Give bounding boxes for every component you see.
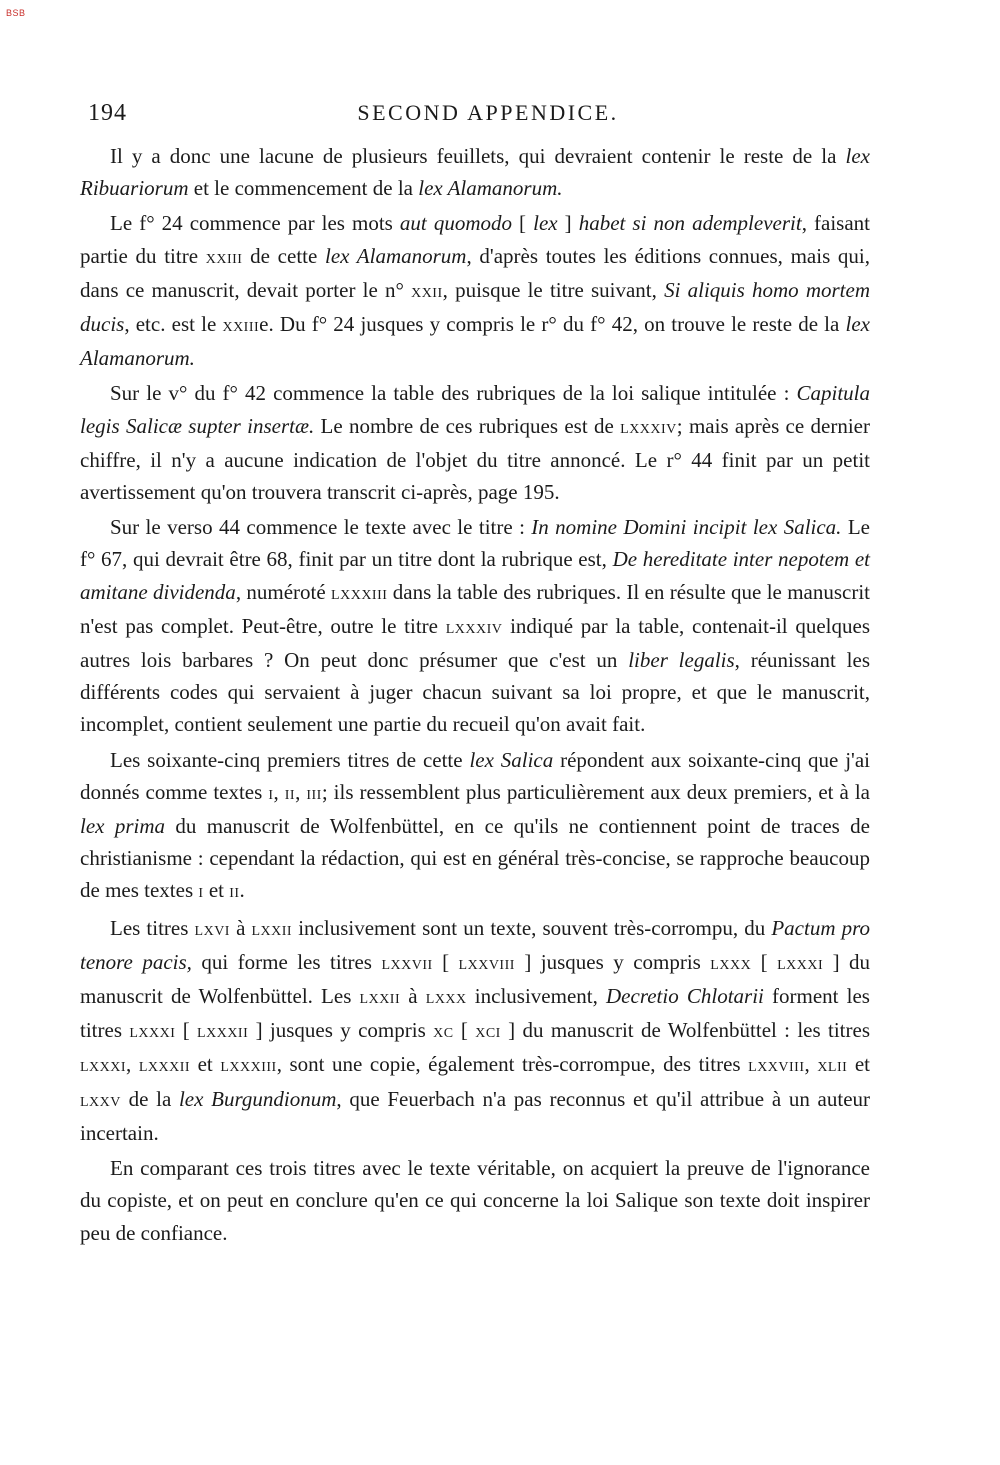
text-run: qui forme les titres [191,949,382,974]
text-run: inclusivement, [466,984,607,1009]
text-run: ; ils ressemblent plus particulièrement aux deux premiers, et à la [321,779,871,804]
smallcaps-run: xci [475,1021,501,1043]
smallcaps-run: lxxvii [381,952,433,974]
text-run: inclusivement sont un texte, souvent très-corrompu, du [292,915,772,940]
italic-run: lex [533,211,558,236]
smallcaps-run: lxxxi [129,1021,176,1043]
text-run: et [203,878,230,903]
text-run: ] jusques y compris [514,949,711,974]
smallcaps-run: lxxxiv [620,416,677,438]
paragraph-6 [80,912,870,1149]
body-text [80,140,870,1249]
text-run: Le f° 67, qui devrait être 68, finit par un titre dont la rubrique est, [80,515,870,572]
smallcaps-run: lxxxi [80,1055,127,1077]
text-run: ; mais après ce dernier chiffre, il n'y a aucune indication de l'objet du titre annoncé. Le r° 44 finit par un petit avertissement qu'on trouvera transcrit ci-après, page 195. [80,413,870,505]
italic-run: lex Alamanorum. [418,176,563,201]
text-run: [ [432,949,459,974]
text-run: , etc. est le [124,312,223,337]
text-run: et [190,1052,221,1077]
smallcaps-run: lxxxiii [331,582,388,604]
italic-run: In nomine Domini incipit lex Salica. [531,515,842,540]
paragraph-2 [80,207,870,374]
smallcaps-run: lxxxii [138,1055,191,1077]
text-run: Sur le verso 44 commence le texte avec le titre : [110,515,532,540]
text-run: de cette [242,243,326,268]
italic-run: De hereditate inter nepotem et amitane dividenda [80,547,870,604]
italic-run: liber legalis [628,648,735,673]
italic-run: lex prima [80,814,166,839]
smallcaps-run: xxiii [222,315,260,337]
text-run: ] du manuscrit de Wolfenbüttel : les titres [500,1018,870,1043]
paragraph-5 [80,744,870,909]
smallcaps-run: iii [306,782,322,804]
italic-run: lex Alamanorum. [80,312,870,371]
smallcaps-run: lxxii [251,918,293,940]
smallcaps-run: xxiii [205,246,243,268]
page-header [88,100,874,136]
running-title: SECOND APPENDICE. [357,100,619,125]
text-run: [ [511,211,534,236]
text-run: ] jusques y compris [248,1018,434,1043]
text-run: [ [751,949,778,974]
smallcaps-run: lxxxi [777,952,824,974]
smallcaps-run: lxvi [194,918,230,940]
text-run: du manuscrit de Wolfenbüttel, en ce qu'ils ne contiennent point de traces de christianisme : cependant la rédaction, qui est en général très-concise, se rapproche beaucoup de mes textes [80,814,870,903]
smallcaps-run: lxxxii [197,1021,249,1043]
italic-run: lex Alamanorum [325,243,467,268]
italic-run: lex Burgundionum [178,1086,337,1111]
text-run: , numéroté [235,579,332,604]
text-run: , [126,1052,139,1077]
text-run: Le f° 24 commence par les mots [110,211,400,236]
text-run: ] [557,211,579,236]
italic-run: aut quomodo [399,211,512,236]
smallcaps-run: xc [433,1021,454,1043]
italic-run: Capitula legis Salicæ supter insertæ. [80,381,870,438]
text-run: , [273,779,285,804]
page-number: 194 [88,100,127,126]
text-run: ] du manuscrit de Wolfenbüttel. Les [80,949,871,1009]
italic-run: Decretio Chlotarii [606,984,764,1009]
italic-run: Pactum pro tenore pacis, [80,915,871,974]
text-run: . [239,878,245,903]
smallcaps-run: lxxii [359,987,401,1009]
text-run: Sur le v° du f° 42 commence la table des rubriques de la loi salique intitulée : [110,381,797,406]
smallcaps-run: lxxx [425,987,467,1009]
smallcaps-run: lxxv [80,1089,121,1111]
text-run: forment les titres [80,984,870,1043]
text-run: de la [120,1086,179,1111]
smallcaps-run: lxxxiv [445,616,503,638]
smallcaps-run: lxxviii [748,1055,805,1077]
text-run: , sont une copie, également très-corrompue, des titres [276,1052,749,1077]
text-run: et le commencement de la [188,176,419,201]
text-run: , faisant partie du titre [80,211,870,268]
italic-run: Si aliquis homo mortem ducis [80,277,871,337]
text-run: , d'après toutes les éditions connues, mais qui, dans ce manuscrit, devait porter le n° [80,243,871,302]
smallcaps-run: i [198,881,204,903]
paragraph-7 [80,1152,870,1249]
text-run: indiqué par la table, contenait-il quelques autres lois barbares ? On peut donc présumer que c'est un [80,613,870,673]
smallcaps-run: ii [284,782,296,804]
text-run: Les titres [110,915,195,940]
paragraph-4 [80,511,870,740]
italic-run: habet si non adempleverit [578,211,802,236]
library-watermark: BSB [6,8,26,18]
italic-run: lex Salica [469,747,554,772]
text-run: à [400,984,426,1009]
text-run: En comparant ces trois titres avec le texte véritable, on acquiert la preuve de l'ignorance du copiste, et on peut en conclure qu'en ce qui concerne la loi Salique son texte doit inspirer peu de confiance. [80,1156,870,1245]
text-run: [ [453,1018,476,1043]
smallcaps-run: lxxviii [458,952,515,974]
text-run: Les soixante-cinq premiers titres de cette [110,747,470,772]
smallcaps-run: lxxx [710,952,752,974]
text-run: , réunissant les différents codes qui servaient à juger chacun suivant sa loi propre, et que le manuscrit, incomplet, contient seulement une partie du recueil qu'on avait fait. [80,648,870,737]
text-run: , que Feuerbach n'a pas reconnus et qu'il attribue à un auteur incertain. [80,1086,871,1145]
smallcaps-run: ii [229,881,240,903]
text-run: dans la table des rubriques. Il en résulte que le manuscrit n'est pas complet. Peut-être, outre le titre [80,579,871,638]
text-run: Le nombre de ces rubriques est de [314,413,621,438]
smallcaps-run: xxii [411,280,443,302]
text-run: à [229,915,252,940]
text-run: , puisque le titre suivant, [442,277,665,302]
text-run: [ [175,1018,198,1043]
paragraph-3 [80,377,870,508]
text-run: et [847,1052,871,1077]
smallcaps-run: i [268,782,274,804]
text-run: répondent aux soixante-cinq que j'ai donnés comme textes [80,747,870,804]
smallcaps-run: lxxxiii [220,1055,277,1077]
text-run: e. Du f° 24 jusques y compris le r° du f° 42, on trouve le reste de la [259,312,846,337]
text-run: Il y a donc une lacune de plusieurs feuillets, qui devraient contenir le reste de la [110,144,846,168]
italic-run: lex Ribuariorum [80,144,870,201]
text-run: , [295,779,307,804]
paragraph-1 [80,140,870,204]
text-run: , [804,1052,818,1077]
smallcaps-run: xlii [817,1055,848,1077]
